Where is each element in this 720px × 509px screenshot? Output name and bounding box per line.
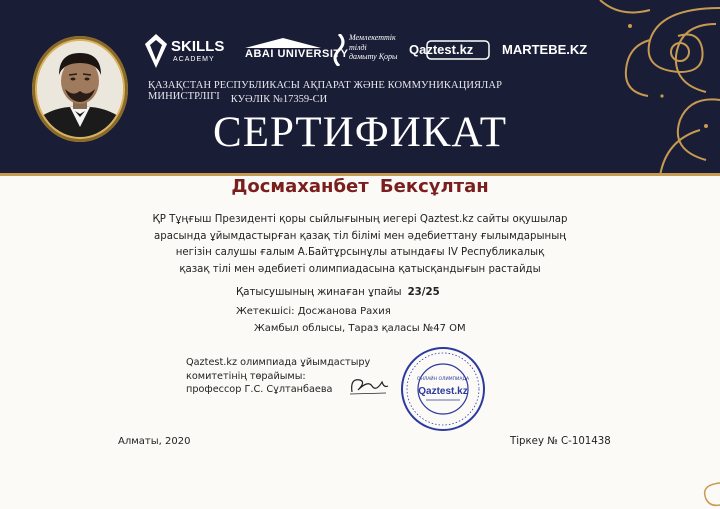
portrait-image (37, 41, 123, 137)
registration-number: Тіркеу № С-101438 (510, 436, 611, 447)
language-fund-logo-icon (331, 34, 347, 66)
skills-logo-icon (145, 34, 167, 68)
qaztest-logo-text: Qaztest.kz (409, 42, 474, 57)
stamp-center-text: Qaztest.kz (418, 386, 468, 397)
abai-colonnade-icon (245, 38, 321, 48)
martebe-logo-text: MARTEBE.KZ (502, 42, 588, 57)
score-value: 23/25 (407, 287, 440, 298)
stamp-top-text: ОНЛАЙН ОЛИМПИАДА (416, 377, 470, 382)
skills-logo-subtext: ACADEMY (173, 56, 215, 63)
partner-logos (145, 30, 588, 78)
certificate-header (0, 0, 720, 176)
certificate-body: ҚР Тұңғыш Президенті қоры сыйлығының иегері Qaztest.kz сайты оқушылар арасында ұйымдастырған қазақ тіл білімі мен әдебиеттану ғылымдарының негізін салушы ғалым А.Байтұрсынұлы атындағы IV Республикалық қазақ тілі мен әдебиеті олимпиадасына қатысқандығын растайды (152, 214, 568, 275)
abai-logo-text: ABAI UNIVERSITY (245, 48, 349, 60)
skills-logo-text: SKILLS (171, 38, 225, 55)
language-fund-logo-text: Мемлекеттік тілді дамыту Қоры (349, 33, 398, 61)
city-year: Алматы, 2020 (118, 436, 191, 447)
certificate-title: СЕРТИФИКАТ (213, 109, 507, 156)
ministry-line: ҚАЗАҚСТАН РЕСПУБЛИКАСЫ АҚПАРАТ ЖӘНЕ КОММУНИКАЦИЯЛАР МИНИСТРЛІГІ (148, 80, 503, 102)
teacher-line: Жетекшісі: Досжанова Рахия (236, 306, 391, 317)
school-line: Жамбыл облысы, Тараз қаласы №47 ОМ (254, 323, 466, 334)
score-line (236, 287, 440, 298)
gold-ornament (530, 0, 720, 176)
official-stamp (400, 346, 486, 432)
recipient-name: Досмаханбет Бексұлтан (231, 176, 489, 197)
signature (348, 374, 390, 398)
score-label: Қатысушының жинаған ұпайы (236, 287, 402, 298)
committee-chair: Qaztest.kz олимпиада ұйымдастыру комитетінің төрайымы: профессор Г.С. Сұлтанбаева (186, 357, 371, 395)
qaztest-logo (409, 40, 491, 60)
license-line: КУӘЛІК №17359-СИ (230, 94, 328, 105)
abai-university-logo (245, 38, 349, 66)
corner-flourish (680, 479, 720, 509)
